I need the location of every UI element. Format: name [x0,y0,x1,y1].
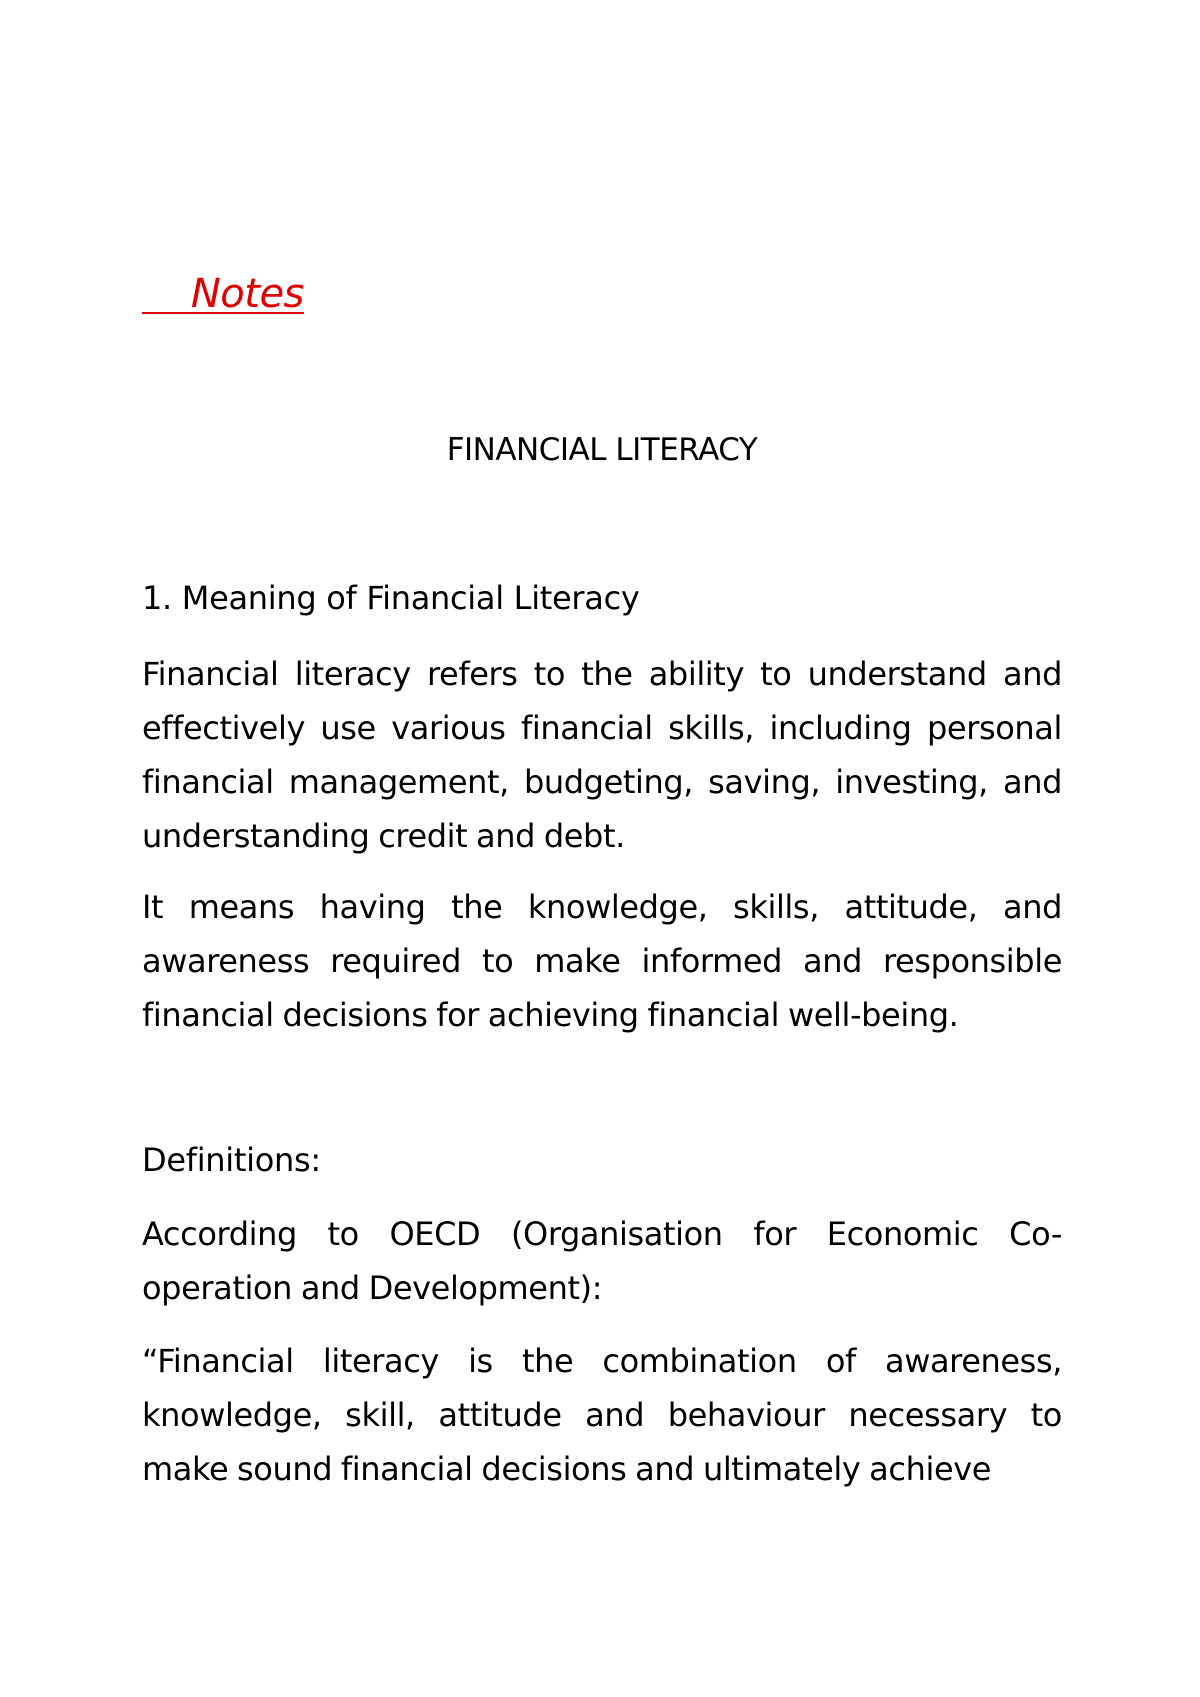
notes-label: Notes [142,271,304,317]
definitions-heading: Definitions: [142,1141,321,1179]
meaning-paragraph-1: Financial literacy refers to the ability to understand and effectively use various financial skills, including personal financial management, budgeting, saving, investing, and understanding credit and debt. [142,655,1062,855]
document-title: FINANCIAL LITERACY [446,432,758,468]
definition-source: According to OECD (Organisation for Economic Co-operation and Development): [142,1215,1062,1307]
meaning-paragraph-2: It means having the knowledge, skills, attitude, and awareness required to make informed and responsible financial decisions for achieving financial well-being. [142,888,1062,1034]
definition-quote: “Financial literacy is the combination of awareness, knowledge, skill, attitude and behaviour necessary to make sound financial decisions and ultimately achieve [142,1342,1062,1488]
section-heading: 1. Meaning of Financial Literacy [142,579,640,617]
